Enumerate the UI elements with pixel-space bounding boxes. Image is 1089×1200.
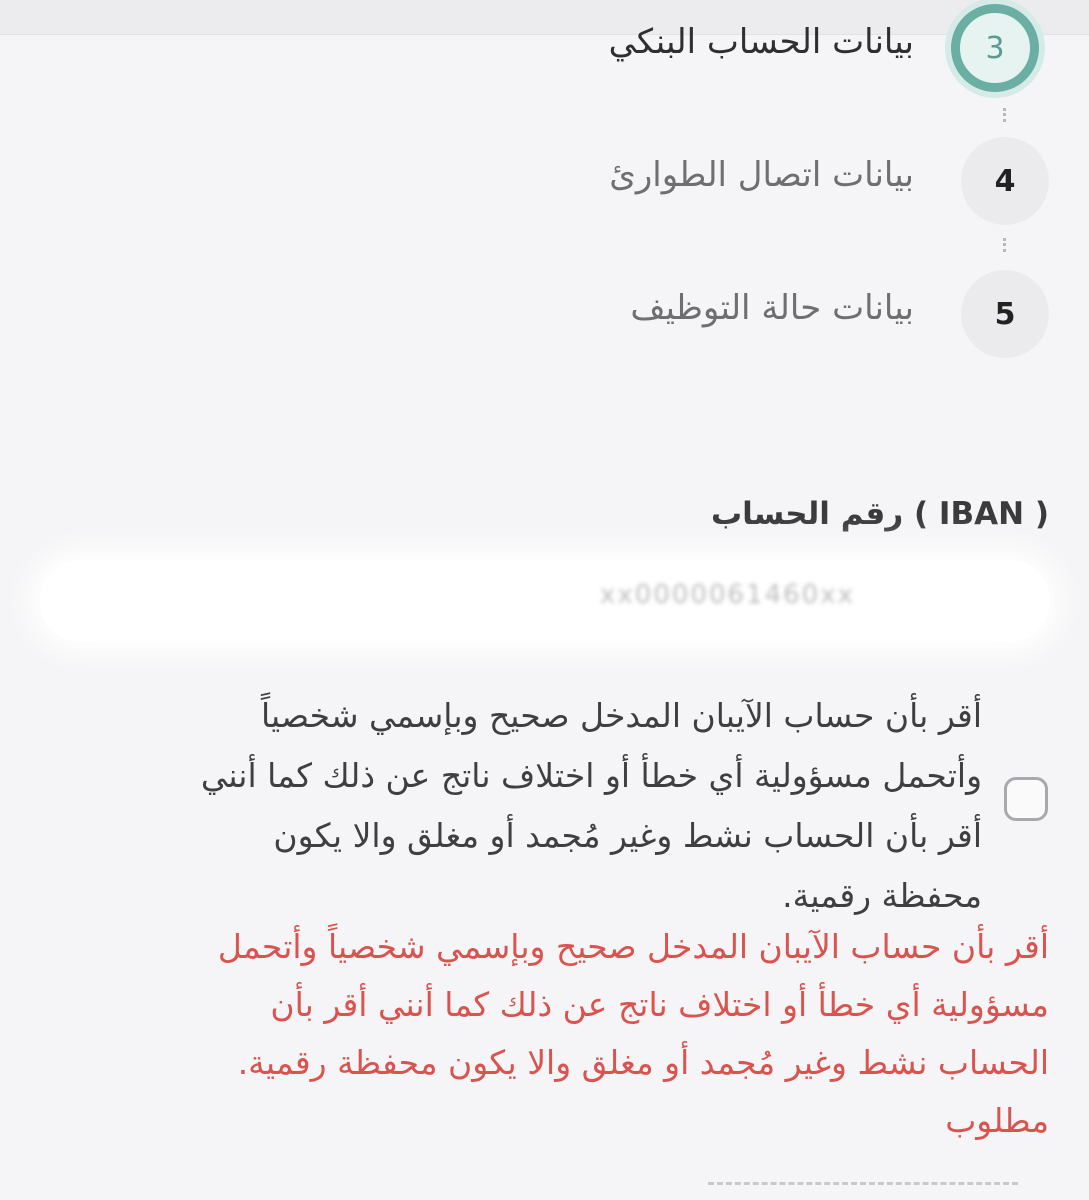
step-4-label[interactable]: بيانات اتصال الطوارئ	[609, 155, 914, 195]
iban-input-value: xx0000061460xx	[600, 580, 855, 610]
iban-field-label: ( IBAN ) رقم الحساب	[710, 496, 1049, 532]
step-4-indicator[interactable]	[961, 137, 1049, 225]
consent-label-line: محفظة رقمية.	[782, 876, 982, 915]
error-line: أقر بأن حساب الآيبان المدخل صحيح وبإسمي شخصياً وأتحمل	[217, 927, 1049, 966]
consent-label-line: وأتحمل مسؤولية أي خطأ أو اختلاف ناتج عن ذلك كما أنني	[200, 756, 982, 795]
step-connector	[1003, 238, 1010, 252]
error-required-label: مطلوب	[945, 1101, 1049, 1140]
consent-label-line: أقر بأن الحساب نشط وغير مُجمد أو مغلق والا يكون	[273, 816, 982, 855]
error-line: مسؤولية أي خطأ أو اختلاف ناتج عن ذلك كما أنني أقر بأن	[270, 985, 1049, 1024]
step-3-number: 3	[985, 30, 1005, 66]
step-connector	[1003, 108, 1010, 122]
consent-checkbox[interactable]	[1004, 777, 1048, 821]
step-5-indicator[interactable]	[961, 270, 1049, 358]
consent-label[interactable]	[82, 686, 982, 926]
step-5-number: 5	[994, 296, 1016, 332]
step-3-indicator[interactable]	[951, 4, 1039, 92]
progress-stepper	[0, 0, 1089, 400]
iban-input[interactable]	[40, 560, 1050, 642]
step-3-label[interactable]: بيانات الحساب البنكي	[608, 22, 914, 62]
validation-error-message	[49, 918, 1049, 1150]
step-5-label[interactable]: بيانات حالة التوظيف	[630, 288, 914, 328]
divider	[708, 1182, 1018, 1185]
step-4-number: 4	[994, 163, 1016, 199]
error-line: الحساب نشط وغير مُجمد أو مغلق والا يكون محفظة رقمية.	[237, 1043, 1049, 1082]
consent-label-line: أقر بأن حساب الآيبان المدخل صحيح وبإسمي شخصياً	[260, 696, 982, 735]
